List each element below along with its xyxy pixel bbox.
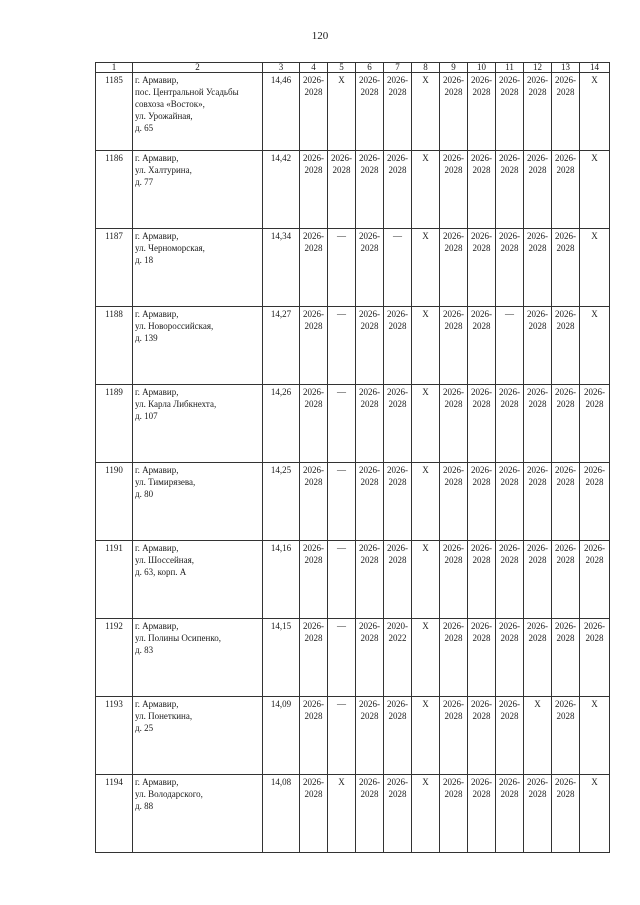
row-cell: 2026- 2028 [384,307,412,385]
row-cell: — [328,463,356,541]
row-cell: — [328,697,356,775]
row-cell: 2026- 2028 [552,307,580,385]
row-cell: 2026- 2028 [384,385,412,463]
row-number: 1194 [96,775,133,853]
row-cell: 2026- 2028 [524,73,552,151]
row-number: 1192 [96,619,133,697]
row-cell: 2026- 2028 [496,775,524,853]
row-cell: 2026- 2028 [300,697,328,775]
row-address: г. Армавир, ул. Шоссейная, д. 63, корп. А [133,541,263,619]
row-cell: X [412,775,440,853]
row-cell: 2026- 2028 [552,463,580,541]
row-cell: — [328,619,356,697]
table-row [96,307,610,385]
row-number: 1193 [96,697,133,775]
row-cell: X [524,697,552,775]
row-cell: 2026- 2028 [468,229,496,307]
row-cell: 2026- 2028 [580,619,610,697]
row-cell: 2026- 2028 [300,541,328,619]
row-cell: 2026- 2028 [496,697,524,775]
table-row [96,73,610,151]
row-cell: X [412,385,440,463]
row-area: 14,46 [263,73,300,151]
row-cell: 2026- 2028 [580,463,610,541]
row-cell: X [580,73,610,151]
row-cell: 2026- 2028 [356,229,384,307]
row-cell: 2026- 2028 [580,541,610,619]
row-cell: 2026- 2028 [384,73,412,151]
row-area: 14,27 [263,307,300,385]
row-cell: — [328,385,356,463]
row-address: г. Армавир, ул. Тимирязева, д. 80 [133,463,263,541]
row-cell: 2026- 2028 [440,541,468,619]
row-cell: 2026- 2028 [440,307,468,385]
row-cell: — [328,307,356,385]
row-cell: 2026- 2028 [580,385,610,463]
column-header: 5 [328,63,356,73]
row-cell: 2026- 2028 [440,697,468,775]
row-area: 14,15 [263,619,300,697]
row-cell: 2026- 2028 [496,385,524,463]
column-header: 7 [384,63,412,73]
row-cell: 2026- 2028 [496,73,524,151]
row-cell: X [412,151,440,229]
row-cell: 2026- 2028 [440,463,468,541]
column-header: 13 [552,63,580,73]
row-cell: 2026- 2028 [552,73,580,151]
row-cell: X [580,775,610,853]
row-cell: X [412,619,440,697]
page-number: 120 [311,30,329,42]
row-cell: 2026- 2028 [552,619,580,697]
row-cell: 2026- 2028 [468,151,496,229]
row-area: 14,25 [263,463,300,541]
row-area: 14,08 [263,775,300,853]
row-cell: 2026- 2028 [552,775,580,853]
table-row [96,775,610,853]
row-cell: 2026- 2028 [384,151,412,229]
register-table [95,62,610,853]
row-cell: 2020- 2022 [384,619,412,697]
table-row [96,541,610,619]
row-cell: 2026- 2028 [300,73,328,151]
row-cell: 2026- 2028 [356,619,384,697]
row-cell: 2026- 2028 [300,229,328,307]
row-cell: 2026- 2028 [300,385,328,463]
row-cell: X [412,697,440,775]
row-cell: 2026- 2028 [384,541,412,619]
row-cell: 2026- 2028 [328,151,356,229]
table-row [96,463,610,541]
row-cell: 2026- 2028 [300,775,328,853]
row-address: г. Армавир, ул. Володарского, д. 88 [133,775,263,853]
row-address: г. Армавир, ул. Черноморская, д. 18 [133,229,263,307]
column-header: 12 [524,63,552,73]
row-cell: 2026- 2028 [524,151,552,229]
row-cell: X [412,73,440,151]
column-header-row [96,63,610,73]
row-cell: 2026- 2028 [468,619,496,697]
table-row [96,385,610,463]
column-header: 1 [96,63,133,73]
column-header: 14 [580,63,610,73]
column-header: 4 [300,63,328,73]
row-cell: 2026- 2028 [384,697,412,775]
column-header: 3 [263,63,300,73]
row-address: г. Армавир, ул. Полины Осипенко, д. 83 [133,619,263,697]
row-cell: — [328,229,356,307]
row-cell: X [580,151,610,229]
row-cell: 2026- 2028 [300,619,328,697]
row-area: 14,09 [263,697,300,775]
table-row [96,619,610,697]
row-cell: X [328,73,356,151]
row-number: 1188 [96,307,133,385]
row-number: 1191 [96,541,133,619]
column-header: 11 [496,63,524,73]
row-area: 14,16 [263,541,300,619]
row-cell: 2026- 2028 [468,697,496,775]
row-cell: 2026- 2028 [468,541,496,619]
row-cell: 2026- 2028 [524,775,552,853]
row-address: г. Армавир, ул. Карла Либкнехта, д. 107 [133,385,263,463]
row-cell: 2026- 2028 [524,307,552,385]
row-cell: 2026- 2028 [552,151,580,229]
row-cell: 2026- 2028 [356,697,384,775]
row-cell: — [496,307,524,385]
row-address: г. Армавир, ул. Халтурина, д. 77 [133,151,263,229]
row-cell: X [412,307,440,385]
row-cell: 2026- 2028 [468,775,496,853]
table-row [96,151,610,229]
row-cell: 2026- 2028 [300,307,328,385]
row-cell: 2026- 2028 [356,541,384,619]
row-cell: 2026- 2028 [468,73,496,151]
row-number: 1187 [96,229,133,307]
row-cell: 2026- 2028 [468,463,496,541]
row-cell: 2026- 2028 [356,463,384,541]
row-cell: X [580,229,610,307]
row-cell: 2026- 2028 [552,229,580,307]
row-cell: 2026- 2028 [524,385,552,463]
row-cell: 2026- 2028 [356,73,384,151]
row-cell: 2026- 2028 [524,463,552,541]
row-cell: 2026- 2028 [440,385,468,463]
row-cell: 2026- 2028 [384,775,412,853]
row-cell: 2026- 2028 [440,229,468,307]
row-cell: 2026- 2028 [552,541,580,619]
row-cell: 2026- 2028 [440,619,468,697]
row-cell: 2026- 2028 [496,151,524,229]
row-address: г. Армавир, пос. Центральной Усадьбы совхоза «Восток», ул. Урожайная, д. 65 [133,73,263,151]
row-cell: 2026- 2028 [524,229,552,307]
row-number: 1190 [96,463,133,541]
row-cell: 2026- 2028 [496,229,524,307]
table-row [96,229,610,307]
row-cell: 2026- 2028 [300,151,328,229]
column-header: 10 [468,63,496,73]
row-cell: 2026- 2028 [468,307,496,385]
row-area: 14,26 [263,385,300,463]
row-cell: — [384,229,412,307]
row-number: 1185 [96,73,133,151]
row-cell: — [328,541,356,619]
table-row [96,697,610,775]
column-header: 2 [133,63,263,73]
row-cell: X [412,229,440,307]
row-cell: 2026- 2028 [384,463,412,541]
row-cell: 2026- 2028 [356,385,384,463]
row-cell: 2026- 2028 [300,463,328,541]
row-cell: 2026- 2028 [440,775,468,853]
row-cell: X [412,541,440,619]
row-number: 1186 [96,151,133,229]
row-cell: 2026- 2028 [356,307,384,385]
row-cell: 2026- 2028 [440,73,468,151]
row-area: 14,42 [263,151,300,229]
column-header: 9 [440,63,468,73]
row-cell: 2026- 2028 [552,385,580,463]
row-cell: X [328,775,356,853]
row-cell: 2026- 2028 [496,619,524,697]
row-cell: 2026- 2028 [468,385,496,463]
row-cell: 2026- 2028 [440,151,468,229]
row-cell: 2026- 2028 [496,463,524,541]
row-cell: 2026- 2028 [524,619,552,697]
column-header: 6 [356,63,384,73]
row-cell: 2026- 2028 [496,541,524,619]
row-cell: 2026- 2028 [524,541,552,619]
row-address: г. Армавир, ул. Новороссийская, д. 139 [133,307,263,385]
row-number: 1189 [96,385,133,463]
row-area: 14,34 [263,229,300,307]
row-cell: X [580,697,610,775]
row-cell: 2026- 2028 [356,775,384,853]
row-cell: 2026- 2028 [356,151,384,229]
row-cell: X [412,463,440,541]
row-cell: 2026- 2028 [552,697,580,775]
row-cell: X [580,307,610,385]
column-header: 8 [412,63,440,73]
row-address: г. Армавир, ул. Понеткина, д. 25 [133,697,263,775]
